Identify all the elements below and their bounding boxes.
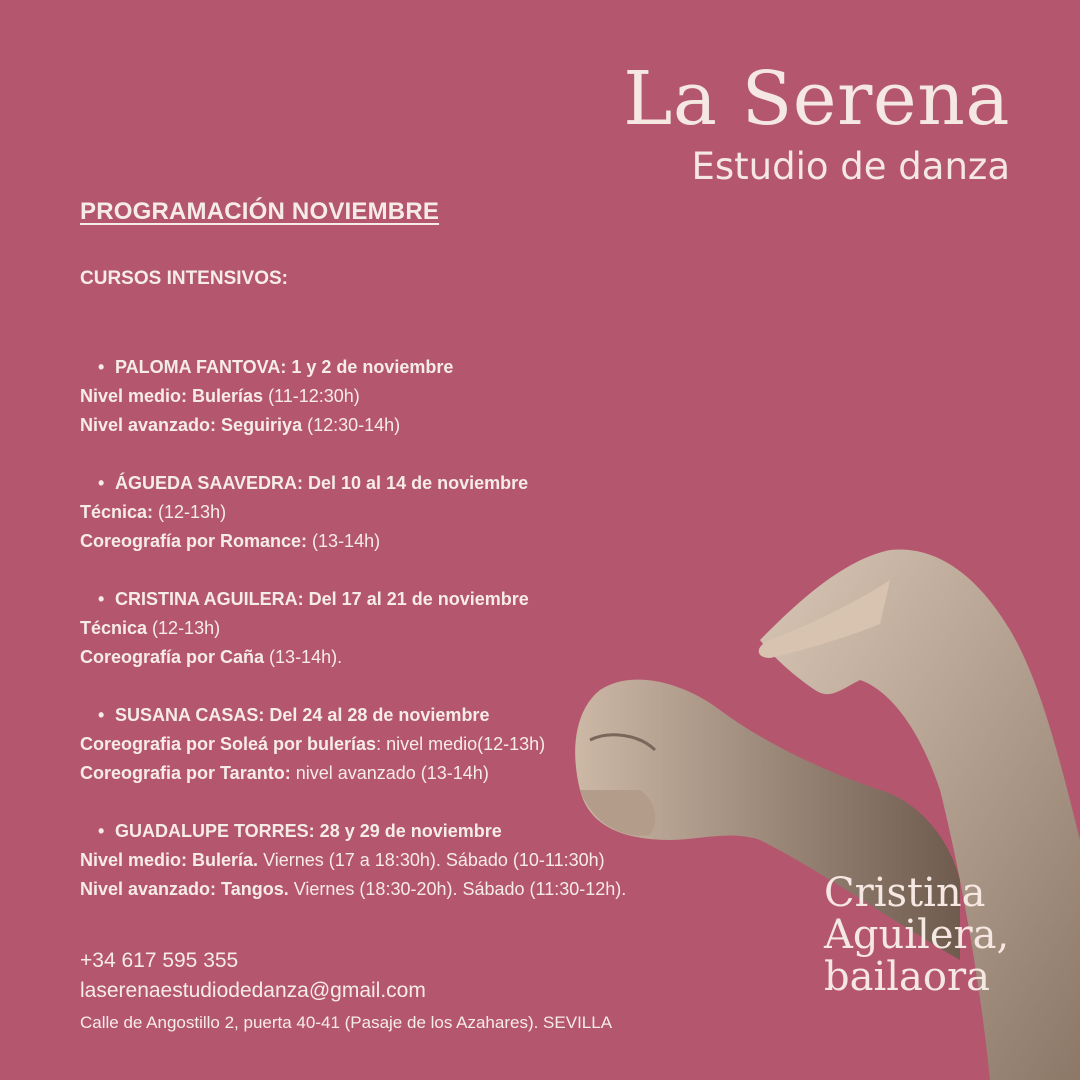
course-item <box>80 469 528 556</box>
course-line-detail: (12-13h) <box>147 618 221 638</box>
photo-credit <box>824 872 1009 998</box>
course-item <box>80 701 545 788</box>
course-line-label: Coreografia por Soleá por bulerías <box>80 734 377 754</box>
email-address[interactable]: laserenaestudiodedanza@gmail.com <box>80 979 426 1002</box>
course-line-label: Coreografia por Taranto: <box>80 763 291 783</box>
course-title: • ÁGUEDA SAAVEDRA: Del 10 al 14 de noviembre <box>80 469 528 498</box>
course-line <box>80 411 453 440</box>
course-title: • GUADALUPE TORRES: 28 y 29 de noviembre <box>80 817 626 846</box>
course-line <box>80 643 529 672</box>
course-line <box>80 759 545 788</box>
photo-credit-line: bailaora <box>824 954 990 1000</box>
contact-block <box>80 946 612 1040</box>
course-line-label: Técnica <box>80 618 148 638</box>
course-line-label: Nivel avanzado: Tangos. <box>80 879 289 899</box>
photo-credit-line: Aguilera, <box>824 912 1010 958</box>
phone-number[interactable]: +34 617 595 355 <box>80 949 239 972</box>
course-line-label: Coreografía por Caña <box>80 647 265 667</box>
course-line <box>80 730 545 759</box>
page-heading: PROGRAMACIÓN NOVIEMBRE <box>80 198 440 225</box>
course-line <box>80 614 529 643</box>
course-line-detail: : nivel medio(12-13h) <box>376 734 546 754</box>
course-line-detail: Viernes (17 a 18:30h). Sábado (10-11:30h) <box>258 850 605 870</box>
course-line-detail: (12-13h) <box>153 502 227 522</box>
section-title: CURSOS INTENSIVOS: <box>80 268 288 289</box>
photo-credit-line: Cristina <box>824 870 986 916</box>
street-address: Calle de Angostillo 2, puerta 40-41 (Pasaje de los Azahares). SEVILLA <box>80 1013 613 1032</box>
course-title: • PALOMA FANTOVA: 1 y 2 de noviembre <box>80 353 453 382</box>
course-line <box>80 527 528 556</box>
course-line-label: Nivel medio: Bulería. <box>80 850 259 870</box>
course-line <box>80 498 528 527</box>
course-item <box>80 585 529 672</box>
course-line <box>80 846 626 875</box>
course-item <box>80 353 453 440</box>
course-line-detail: (12:30-14h) <box>302 415 401 435</box>
dancer-arms-photo <box>560 540 1080 1080</box>
brand-subtitle: Estudio de danza <box>691 145 1010 188</box>
brand-block <box>623 56 1010 188</box>
course-line-label: Nivel avanzado: Seguiriya <box>80 415 303 435</box>
course-line-detail: (13-14h). <box>264 647 343 667</box>
course-item <box>80 817 626 904</box>
course-title: • SUSANA CASAS: Del 24 al 28 de noviembre <box>80 701 545 730</box>
brand-title: La Serena <box>623 56 1010 142</box>
course-line-label: Coreografía por Romance: <box>80 531 308 551</box>
course-line <box>80 875 626 904</box>
course-line <box>80 382 453 411</box>
course-line-detail: Viernes (18:30-20h). Sábado (11:30-12h). <box>288 879 627 899</box>
course-title: • CRISTINA AGUILERA: Del 17 al 21 de noviembre <box>80 585 529 614</box>
course-line-detail: nivel avanzado (13-14h) <box>290 763 489 783</box>
course-line-label: Técnica: <box>80 502 154 522</box>
course-line-detail: (11-12:30h) <box>263 386 360 406</box>
course-line-label: Nivel medio: Bulerías <box>80 386 264 406</box>
course-line-detail: (13-14h) <box>307 531 381 551</box>
